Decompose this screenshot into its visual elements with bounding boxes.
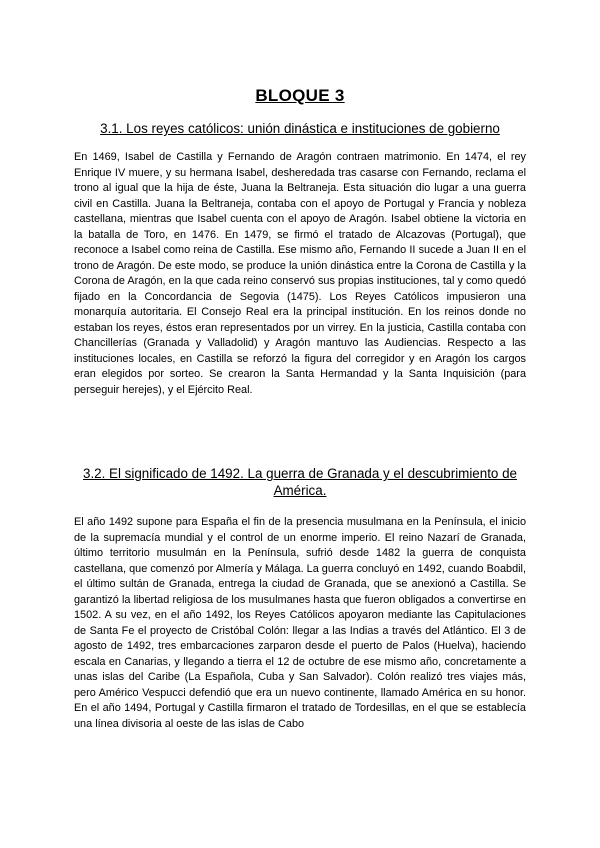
document-title: BLOQUE 3 (255, 86, 345, 105)
section-body-2: El año 1492 supone para España el fin de la presencia musulmana en la Península, el inicio de la supremacía mundial y el control de un enorme imperio. El reino Nazarí de Granada, último territorio musulmán en la Península, sufrió desde 1482 la guerra de conquista castellana, que comenzó por Almería y Málaga. La guerra concluyó en 1492, cuando Boabdil, el último sultán de Granada, entrega la ciudad de Granada, que se anexionó a Castilla. Se garantizó la libertad religiosa de los musulmanes hasta que fueron obligados a convertirse en 1502. A su vez, en el año 1492, los Reyes Católicos apoyaron mediante las Capitulaciones de Santa Fe el proyecto de Cristóbal Colón: llegar a las Indias a través del Atlántico. El 3 de agosto de 1492, tres embarcaciones zarparon desde el puerto de Palos (Huelva), haciendo escala en Canarias, y llegando a tierra el 12 de octubre de ese mismo año, concretamente a unas islas del Caribe (La Española, Cuba y San Salvador). Colón realizó tres viajes más, pero Américo Vespucci defendió que era un nuevo continente, llamado América en su honor. En el año 1494, Portugal y Castilla firmaron el tratado de Tordesillas, en el que se establecía una línea divisoria al oeste de las islas de Cabo (74, 516, 526, 730)
section-body-1: En 1469, Isabel de Castilla y Fernando de Aragón contraen matrimonio. En 1474, el rey Enrique IV muere, y su hermana Isabel, desheredada tras casarse con Fernando, reclama el trono al igual que la hija de éste, Juana la Beltraneja. Esta situación dio lugar a una guerra civil en Castilla. Juana la Beltraneja, contaba con el apoyo de Portugal y Francia y nobleza castellana, mientras que Isabel cuenta con el apoyo de Aragón. Isabel obtiene la victoria en la batalla de Toro, en 1476. En 1479, se firmó el tratado de Alcazovas (Portugal), que reconoce a Isabel como reina de Castilla. Ese mismo año, Fernando II sucede a Juan II en el trono de Aragón. De este modo, se produce la unión dinástica entre la Corona de Castilla y la Corona de Aragón, en la que cada reino conservó sus propias instituciones, tal y como quedó fijado en la Concordancia de Segovia (1475). Los Reyes Católicos impusieron una monarquía autoritaria. El Consejo Real era la principal institución. En los reinos donde no estaban los reyes, éstos eran representados por un virrey. En la justicia, Castilla contaba con Chancillerías (Granada y Valladolid) y Aragón mantuvo las Audiencias. Respecto a las instituciones locales, en Castilla se reforzó la figura del corregidor y en Aragón los cargos eran elegidos por sorteo. Se crearon la Santa Hermandad y la Santa Inquisición (para perseguir herejes), y el Ejército Real. (74, 151, 526, 396)
section-heading-1: 3.1. Los reyes católicos: unión dinástica e instituciones de gobierno (100, 121, 500, 136)
section-heading-2: 3.2. El significado de 1492. La guerra de Granada y el descubrimiento de América. (83, 466, 517, 498)
